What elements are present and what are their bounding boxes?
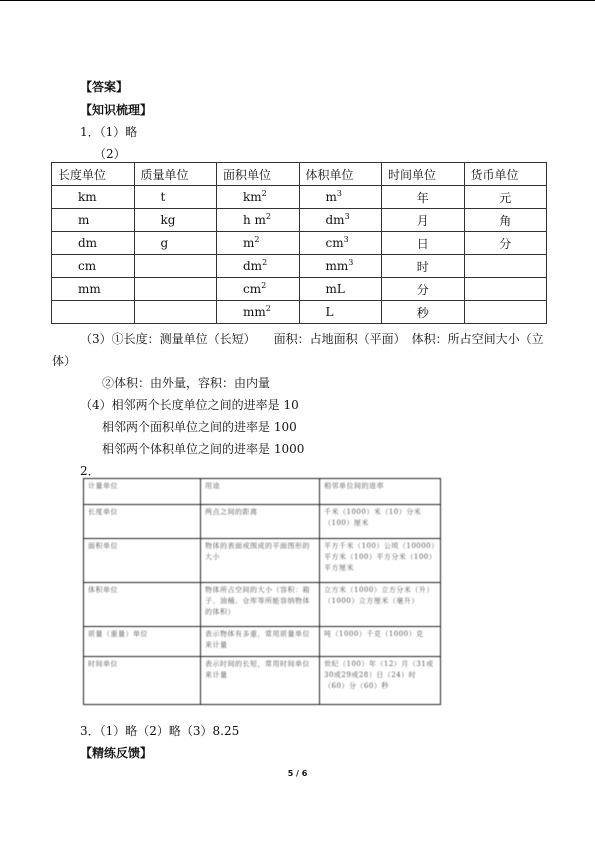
image-cell: 用途 bbox=[201, 479, 320, 505]
image-cell: 千米（1000）米（10）分米（100）厘米 bbox=[320, 505, 441, 539]
item-1-sub-4-line-3: 相邻两个体积单位之间的进率是 1000 bbox=[102, 442, 305, 456]
cell-volume: L bbox=[299, 301, 382, 324]
table-row bbox=[84, 583, 441, 627]
cell-area: $km^2$ bbox=[217, 186, 300, 209]
image-cell: 表示时间的长短，常用时间单位来计量 bbox=[201, 657, 320, 705]
image-cell: 表示物体有多重，常用质量单位来计量 bbox=[201, 627, 320, 657]
table-row bbox=[52, 278, 547, 301]
image-cell: 面积单位 bbox=[84, 539, 201, 583]
header-volume: 体积单位 bbox=[299, 163, 382, 186]
table-row bbox=[52, 301, 547, 324]
header-area: 面积单位 bbox=[217, 163, 300, 186]
table-row bbox=[52, 255, 547, 278]
image-cell: 时间单位 bbox=[84, 657, 201, 705]
cell-mass bbox=[134, 301, 217, 324]
cell-time: 时 bbox=[382, 255, 465, 278]
table-row bbox=[84, 657, 441, 705]
header-time: 时间单位 bbox=[382, 163, 465, 186]
cell-money: 角 bbox=[464, 209, 547, 232]
cell-volume: $mm^3$ bbox=[299, 255, 382, 278]
cell-mass bbox=[134, 255, 217, 278]
cell-area: $m^2$ bbox=[217, 232, 300, 255]
cell-time: 秒 bbox=[382, 301, 465, 324]
item-1-sub-3-line-3: ②体积：由外量，容积：由内量 bbox=[102, 376, 271, 390]
cell-mass: g bbox=[134, 232, 217, 255]
item-1: 1．（1）略 bbox=[80, 125, 138, 139]
item-1-sub-3-line-2: 体） bbox=[52, 354, 77, 368]
table-row bbox=[52, 186, 547, 209]
cell-volume: $dm^3$ bbox=[299, 209, 382, 232]
cell-area: h $m^2$ bbox=[217, 209, 300, 232]
units-table-header-row bbox=[52, 163, 547, 186]
cell-length bbox=[52, 301, 135, 324]
item-1-sub-3-line-1: （3）①长度：测量单位（长短） 面积：占地面积（平面） 体积：所占空间大小（立 bbox=[80, 332, 544, 346]
cell-money bbox=[464, 301, 547, 324]
header-mass: 质量单位 bbox=[134, 163, 217, 186]
cell-mass: kg bbox=[134, 209, 217, 232]
table-row bbox=[52, 209, 547, 232]
cell-time: 日 bbox=[382, 232, 465, 255]
image-cell: 质量（重量）单位 bbox=[84, 627, 201, 657]
image-cell: 两点之间的距离 bbox=[201, 505, 320, 539]
cell-area: $cm^2$ bbox=[217, 278, 300, 301]
image-cell: 平方千米（100）公顷（10000）平方米（100）平方分米（100）平方厘米 bbox=[320, 539, 441, 583]
cell-area: $mm^2$ bbox=[217, 301, 300, 324]
cell-time: 年 bbox=[382, 186, 465, 209]
cell-length: mm bbox=[52, 278, 135, 301]
image-cell: 物体所占空间的大小（容积：箱子、油桶、仓库等所能容纳物体的体积） bbox=[201, 583, 320, 627]
cell-time: 分 bbox=[382, 278, 465, 301]
table-row bbox=[84, 505, 441, 539]
cell-mass: t bbox=[134, 186, 217, 209]
cell-length: dm bbox=[52, 232, 135, 255]
answer-heading: 【答案】 bbox=[80, 80, 129, 94]
header-money: 货币单位 bbox=[464, 163, 547, 186]
cell-time: 月 bbox=[382, 209, 465, 232]
cell-money: 元 bbox=[464, 186, 547, 209]
units-table bbox=[51, 162, 547, 324]
cell-volume: $cm^3$ bbox=[299, 232, 382, 255]
cell-mass bbox=[134, 278, 217, 301]
table-row bbox=[84, 627, 441, 657]
cell-length: m bbox=[52, 209, 135, 232]
image-cell: 相邻单位间的进率 bbox=[320, 479, 441, 505]
item-1-sub-2: （2） bbox=[94, 147, 126, 161]
image-cell: 长度单位 bbox=[84, 505, 201, 539]
cell-money bbox=[464, 278, 547, 301]
feedback-heading: 【精练反馈】 bbox=[80, 746, 153, 760]
page-number: 5 / 6 bbox=[287, 769, 308, 778]
image-cell: 世纪（100）年（12）月（31或30或29或28）日（24）时（60）分（60）秒 bbox=[320, 657, 441, 705]
image-cell: 吨（1000）千克（1000）克 bbox=[320, 627, 441, 657]
cell-money: 分 bbox=[464, 232, 547, 255]
table-row bbox=[84, 479, 441, 505]
image-cell: 计量单位 bbox=[84, 479, 201, 505]
item-1-sub-4-line-2: 相邻两个面积单位之间的进率是 100 bbox=[102, 420, 297, 434]
cell-volume: $m^3$ bbox=[299, 186, 382, 209]
cell-volume: mL bbox=[299, 278, 382, 301]
image-cell: 体积单位 bbox=[84, 583, 201, 627]
item-2: 2． bbox=[80, 464, 100, 478]
cell-area: $dm^2$ bbox=[217, 255, 300, 278]
table-row bbox=[84, 539, 441, 583]
page-top-rule bbox=[0, 0, 595, 1]
table-row bbox=[52, 232, 547, 255]
unit-summary-image-table bbox=[83, 478, 441, 705]
item-3: 3．（1）略（2）略（3）8.25 bbox=[80, 724, 240, 738]
item-1-sub-4-line-1: （4）相邻两个长度单位之间的进率是 10 bbox=[80, 398, 299, 412]
header-length: 长度单位 bbox=[52, 163, 135, 186]
image-cell: 立方米（1000）立方分米（升）（1000）立方厘米（毫升） bbox=[320, 583, 441, 627]
image-cell: 物体的表面或围成的平面图形的大小 bbox=[201, 539, 320, 583]
cell-money bbox=[464, 255, 547, 278]
cell-length: km bbox=[52, 186, 135, 209]
knowledge-heading: 【知识梳理】 bbox=[80, 103, 153, 117]
cell-length: cm bbox=[52, 255, 135, 278]
